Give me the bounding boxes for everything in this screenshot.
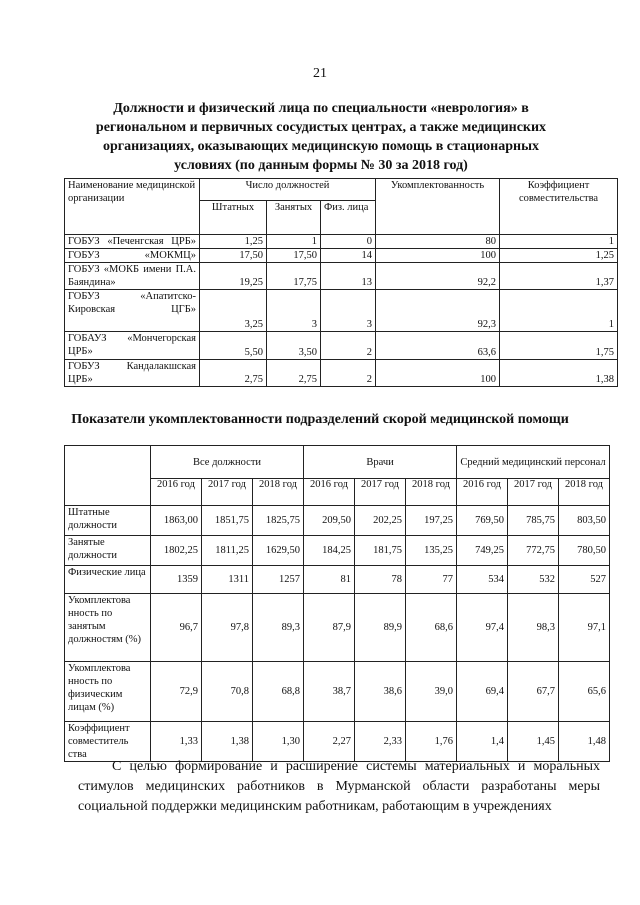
year-header: 2018 год [406,479,457,506]
value-cell: 97,4 [457,594,508,662]
cell-occupied: 3 [267,290,321,332]
value-cell: 2,33 [355,722,406,762]
value-cell: 1811,25 [202,536,253,566]
cell-phys: 2 [321,360,376,387]
value-cell: 769,50 [457,506,508,536]
value-cell: 534 [457,566,508,594]
value-cell: 1851,75 [202,506,253,536]
value-cell: 197,25 [406,506,457,536]
value-cell: 209,50 [304,506,355,536]
cell-coef: 1,38 [500,360,618,387]
cell-phys: 0 [321,235,376,249]
group-nursing-staff: Средний медицинский персонал [457,446,610,479]
value-cell: 1311 [202,566,253,594]
body-paragraph [78,757,600,817]
value-cell: 70,8 [202,662,253,722]
year-header: 2016 год [151,479,202,506]
value-cell: 780,50 [559,536,610,566]
value-cell: 1802,25 [151,536,202,566]
table1-row [65,235,618,249]
header-occupied: Занятых [267,201,321,235]
value-cell: 77 [406,566,457,594]
year-header: 2016 год [304,479,355,506]
value-cell: 69,4 [457,662,508,722]
value-cell: 89,3 [253,594,304,662]
table2-row [65,722,610,762]
cell-occupied: 1 [267,235,321,249]
value-cell: 1629,50 [253,536,304,566]
value-cell: 1,76 [406,722,457,762]
cell-completeness: 92,2 [376,263,500,290]
value-cell: 89,9 [355,594,406,662]
row-org-name: ГОБУЗ «Апатитско-Кировская ЦГБ» [65,290,200,332]
value-cell: 68,8 [253,662,304,722]
row-org-name: ГОБУЗ Кандалакшская ЦРБ» [65,360,200,387]
row-label: Физические лица [65,566,151,594]
cell-phys: 2 [321,332,376,360]
row-label: Укомплектова нность по занятым должностям (%) [65,594,151,662]
year-header: 2017 год [355,479,406,506]
neurology-positions-table [64,178,618,387]
header-phys: Физ. лица [321,201,376,235]
table1-row [65,263,618,290]
value-cell: 81 [304,566,355,594]
header-staffed: Штатных [200,201,267,235]
cell-staffed: 19,25 [200,263,267,290]
cell-phys: 14 [321,249,376,263]
cell-occupied: 2,75 [267,360,321,387]
ambulance-staffing-table [64,445,610,762]
cell-staffed: 2,75 [200,360,267,387]
row-label: Занятые должности [65,536,151,566]
cell-coef: 1 [500,290,618,332]
cell-phys: 3 [321,290,376,332]
cell-occupied: 3,50 [267,332,321,360]
table1-title: Должности и физический лица по специальности «неврология» в региональном и первичных сосудистых центрах, а также медицинских организациях, оказывающих медицинскую помощь в стационарных условиях (по данным формы № 30 за 2018 год) [95,101,547,173]
value-cell: 181,75 [355,536,406,566]
cell-staffed: 5,50 [200,332,267,360]
table2-title: Показатели укомплектованности подразделений скорой медицинской помощи [71,412,569,427]
value-cell: 65,6 [559,662,610,722]
group-doctors: Врачи [304,446,457,479]
value-cell: 772,75 [508,536,559,566]
page-number: 21 [313,66,327,81]
cell-staffed: 17,50 [200,249,267,263]
cell-completeness: 92,3 [376,290,500,332]
value-cell: 2,27 [304,722,355,762]
cell-coef: 1,25 [500,249,618,263]
year-header: 2017 год [508,479,559,506]
corner-cell [65,446,151,506]
cell-occupied: 17,75 [267,263,321,290]
cell-phys: 13 [321,263,376,290]
row-label: Укомплектова нность по физическим лицам (%) [65,662,151,722]
table1-row [65,360,618,387]
table2-row [65,506,610,536]
value-cell: 1,48 [559,722,610,762]
row-org-name: ГОБУЗ «МОКБ имени П.А. Баяндина» [65,263,200,290]
value-cell: 532 [508,566,559,594]
cell-completeness: 100 [376,249,500,263]
row-label: Штатные должности [65,506,151,536]
value-cell: 72,9 [151,662,202,722]
value-cell: 1359 [151,566,202,594]
value-cell: 96,7 [151,594,202,662]
value-cell: 1825,75 [253,506,304,536]
table1-row [65,290,618,332]
header-completeness: Укомплектованность [376,179,500,235]
table2-row [65,594,610,662]
value-cell: 1,33 [151,722,202,762]
cell-staffed: 3,25 [200,290,267,332]
cell-occupied: 17,50 [267,249,321,263]
value-cell: 97,8 [202,594,253,662]
value-cell: 1,45 [508,722,559,762]
table1-row [65,249,618,263]
header-positions: Число должностей [200,179,376,201]
cell-staffed: 1,25 [200,235,267,249]
value-cell: 785,75 [508,506,559,536]
row-org-name: ГОБУЗ «Печенгская ЦРБ» [65,235,200,249]
value-cell: 38,7 [304,662,355,722]
value-cell: 39,0 [406,662,457,722]
year-header: 2016 год [457,479,508,506]
paragraph-text: С целью формирование и расширение системы материальных и моральных стимулов медицинских работников в Мурманской области разработаны меры социальной поддержки медицинским работникам, работающим в учреждениях [78,759,600,814]
value-cell: 202,25 [355,506,406,536]
row-org-name: ГОБУЗ «МОКМЦ» [65,249,200,263]
value-cell: 78 [355,566,406,594]
value-cell: 87,9 [304,594,355,662]
value-cell: 98,3 [508,594,559,662]
value-cell: 38,6 [355,662,406,722]
cell-completeness: 80 [376,235,500,249]
row-org-name: ГОБАУЗ «Мончегорская ЦРБ» [65,332,200,360]
table1-row [65,332,618,360]
value-cell: 1,38 [202,722,253,762]
table2-row [65,566,610,594]
value-cell: 1863,00 [151,506,202,536]
header-coefficient: Коэффициент совместительства [500,179,618,235]
year-header: 2018 год [559,479,610,506]
group-all-positions: Все должности [151,446,304,479]
year-header: 2017 год [202,479,253,506]
table2-row [65,662,610,722]
value-cell: 527 [559,566,610,594]
value-cell: 749,25 [457,536,508,566]
value-cell: 1257 [253,566,304,594]
value-cell: 67,7 [508,662,559,722]
cell-completeness: 63,6 [376,332,500,360]
value-cell: 68,6 [406,594,457,662]
value-cell: 135,25 [406,536,457,566]
cell-coef: 1 [500,235,618,249]
cell-coef: 1,75 [500,332,618,360]
year-header: 2018 год [253,479,304,506]
value-cell: 184,25 [304,536,355,566]
cell-coef: 1,37 [500,263,618,290]
table2-row [65,536,610,566]
row-label: Коэффициент совместитель ства [65,722,151,762]
value-cell: 97,1 [559,594,610,662]
value-cell: 803,50 [559,506,610,536]
value-cell: 1,30 [253,722,304,762]
cell-completeness: 100 [376,360,500,387]
value-cell: 1,4 [457,722,508,762]
header-org-name: Наименование медицинской организации [65,179,200,235]
